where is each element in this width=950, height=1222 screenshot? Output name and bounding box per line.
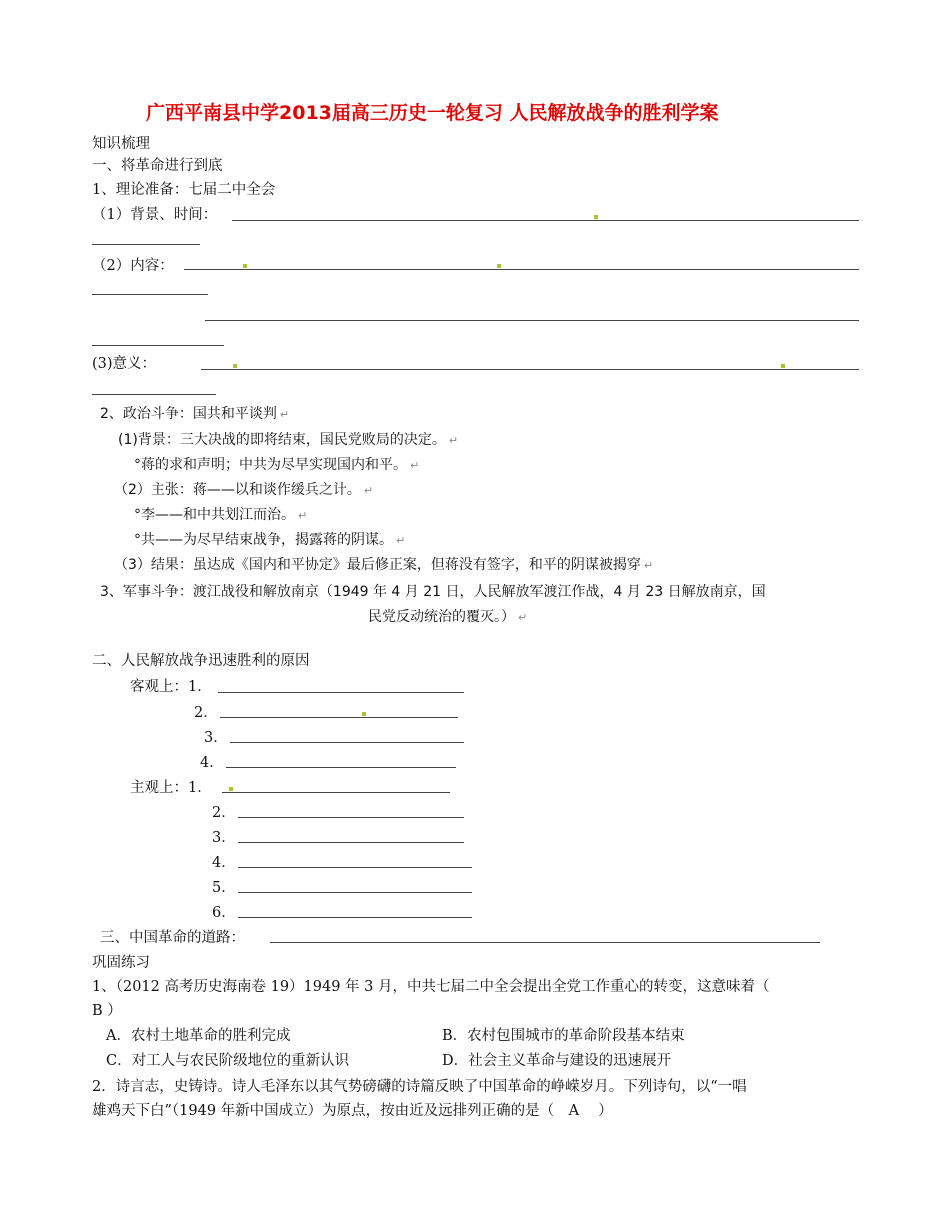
objective-answer-line-4[interactable] — [226, 767, 456, 768]
political-background-detail: °蒋的求和声明；中共为尽早实现国内和平。 ↵ — [134, 457, 420, 473]
background-label: （1）背景、时间： — [92, 207, 218, 223]
content-answer-line-2-cont[interactable] — [92, 345, 224, 346]
section-label-knowledge: 知识梳理 — [92, 136, 150, 152]
question-1-stem: 1、（2012 高考历史海南卷 19）1949 年 3 月，中共七届二中全会提出全党工作重心的转变，这意味着（ — [92, 979, 770, 995]
objective-answer-line-2[interactable] — [220, 717, 458, 718]
content-answer-line[interactable] — [184, 269, 859, 270]
question-1-option-c: C．对工人与农民阶级地位的重新认识 — [106, 1053, 350, 1069]
marker-dot — [781, 364, 785, 368]
content-answer-line-2[interactable] — [205, 320, 859, 321]
part1-item1: 1、理论准备：七届二中全会 — [92, 182, 276, 198]
subjective-label: 主观上：1． — [130, 780, 212, 796]
military-struggle-line-cont: 民党反动统治的覆灭。） ↵ — [368, 609, 528, 625]
claim-line-chiang: （2）主张：蒋——以和谈作缓兵之计。 ↵ — [114, 482, 374, 498]
subjective-num-5: 5． — [212, 880, 236, 896]
question-1-option-b: B．农村包围城市的革命阶段基本结束 — [442, 1028, 685, 1044]
page-title: 广西平南县中学2013届高三历史一轮复习 人民解放战争的胜利学案 — [146, 102, 719, 124]
military-struggle-line: 3、军事斗争：渡江战役和解放南京（1949 年 4 月 21 日，人民解放军渡江作战，4 月 23 日解放南京，国 — [100, 584, 766, 600]
subjective-num-4: 4． — [212, 855, 236, 871]
part2-heading: 二、人民解放战争迅速胜利的原因 — [92, 653, 310, 669]
content-answer-line-cont[interactable] — [92, 294, 208, 295]
subjective-answer-line-2[interactable] — [238, 817, 464, 818]
subjective-num-2: 2． — [212, 805, 236, 821]
revolution-path-answer-line[interactable] — [270, 942, 820, 943]
subjective-answer-line-5[interactable] — [238, 892, 472, 893]
subjective-answer-line-1[interactable] — [222, 792, 450, 793]
marker-dot — [362, 712, 366, 716]
meaning-label: (3)意义： — [92, 356, 157, 372]
political-background-line: (1)背景：三大决战的即将结束，国民党败局的决定。 ↵ — [118, 432, 459, 448]
marker-dot — [497, 264, 501, 268]
subjective-num-6: 6． — [212, 905, 236, 921]
objective-label: 客观上：1． — [130, 679, 212, 695]
subjective-answer-line-3[interactable] — [238, 842, 464, 843]
question-1-option-d: D．社会主义革命与建设的迅速展开 — [442, 1053, 672, 1069]
objective-num-4: 4． — [200, 755, 224, 771]
marker-dot — [243, 264, 247, 268]
question-1-option-a: A．农村土地革命的胜利完成 — [106, 1028, 291, 1044]
result-line: （3）结果：虽达成《国内和平协定》最后修正案，但蒋没有签字，和平的阴谋被揭穿 ↵ — [114, 557, 654, 573]
meaning-answer-line[interactable] — [201, 369, 859, 370]
subjective-num-3: 3． — [212, 830, 236, 846]
marker-dot — [594, 215, 598, 219]
marker-dot — [229, 787, 233, 791]
part3-heading: 三、中国革命的道路： — [100, 930, 245, 946]
objective-answer-line-3[interactable] — [230, 742, 464, 743]
claim-line-li: °李——和中共划江而治。 ↵ — [134, 507, 308, 523]
background-answer-line[interactable] — [232, 220, 859, 221]
objective-num-2: 2． — [194, 705, 218, 721]
objective-num-3: 3． — [204, 730, 228, 746]
practice-label: 巩固练习 — [92, 955, 150, 971]
content-label: （2）内容： — [92, 258, 174, 274]
subjective-answer-line-4[interactable] — [238, 867, 472, 868]
meaning-answer-line-cont[interactable] — [92, 394, 216, 395]
subjective-answer-line-6[interactable] — [238, 917, 472, 918]
question-2-stem: 2．诗言志，史铸诗。诗人毛泽东以其气势磅礴的诗篇反映了中国革命的峥嵘岁月。下列诗句，以“一唱 — [92, 1079, 747, 1095]
question-2-stem-cont: 雄鸡天下白”（1949 年新中国成立）为原点，按由近及远排列正确的是（ A ） — [92, 1103, 613, 1119]
background-answer-line-cont[interactable] — [92, 244, 200, 245]
objective-answer-line-1[interactable] — [218, 692, 464, 693]
part1-heading: 一、将革命进行到底 — [92, 158, 223, 174]
marker-dot — [233, 364, 237, 368]
question-1-answer: B ） — [92, 1003, 122, 1019]
political-struggle-heading: 2、政治斗争：国共和平谈判 ↵ — [100, 406, 290, 422]
claim-line-communist: °共——为尽早结束战争，揭露蒋的阴谋。 ↵ — [134, 532, 406, 548]
